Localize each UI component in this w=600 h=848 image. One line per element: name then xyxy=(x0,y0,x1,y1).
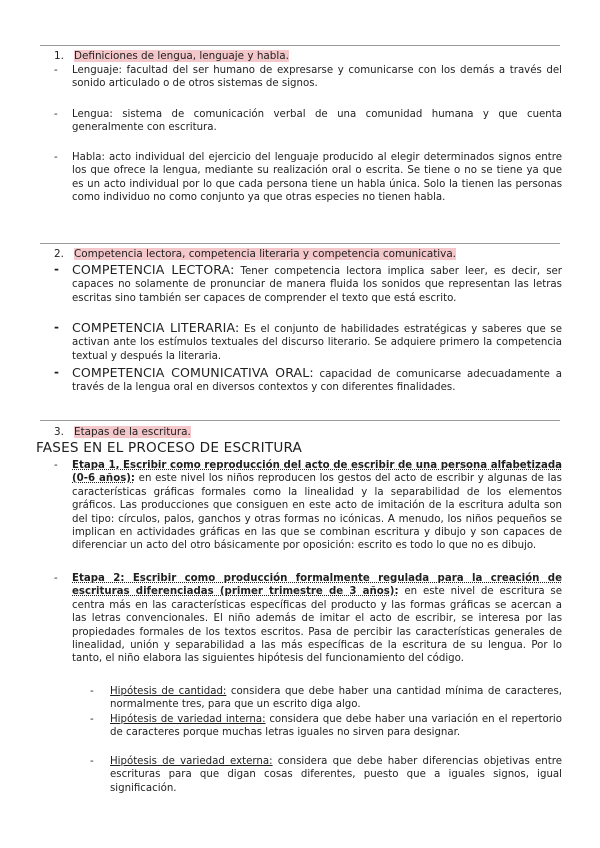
section-number: 1. xyxy=(54,50,64,62)
list-item xyxy=(54,263,562,305)
list-item xyxy=(54,64,562,91)
hypothesis-text xyxy=(110,685,562,712)
bullet-dash: - xyxy=(54,262,59,276)
hypothesis-label: Hipótesis de cantidad: xyxy=(110,686,227,697)
bullet-dash: - xyxy=(90,756,94,767)
list-item-text xyxy=(72,366,562,395)
list-item-text: Lenguaje: facultad del ser humano de expresarse y comunicarse con los demás a través del sonido articulado o de otros sistemas de signos. xyxy=(72,65,562,90)
term-definition: Tener competencia lectora implica saber leer, es decir, ser capaces no solamente de pronunciar de manera fluida los sonidos que representan las letras escritas sino también ser capaces de comprender el texto que está escrito. xyxy=(72,266,562,304)
stage-label: Etapa 2: Escribir como producción formalmente regulada para la creación de escrituras diferenciadas (primer trimestre de 3 años): xyxy=(72,573,562,598)
section-number: 2. xyxy=(54,248,64,260)
term-definition: Es el conjunto de habilidades estratégicas y saberes que se activan ante los estímulos textuales del discurso literario. Se adquiere primero la competencia textual y después la literaria. xyxy=(72,324,562,362)
bullet-dash: - xyxy=(54,109,58,120)
section-title: Competencia lectora, competencia literaria y competencia comunicativa. xyxy=(74,248,456,260)
bullet-dash: - xyxy=(54,320,59,334)
section-heading xyxy=(54,248,456,261)
divider-rule xyxy=(40,243,560,244)
list-item xyxy=(54,108,562,135)
hypothesis-item xyxy=(90,685,562,712)
section-number: 3. xyxy=(54,426,64,438)
hypothesis-description: considera que debe haber una variación en el repertorio de caracteres porque muchas letras iguales no sirven para designar. xyxy=(110,714,562,739)
section-heading xyxy=(54,426,191,439)
stage-item xyxy=(54,459,562,553)
list-item-text xyxy=(72,263,562,305)
divider-rule xyxy=(40,420,560,421)
term-label: COMPETENCIA LITERARIA: xyxy=(72,320,240,335)
hypothesis-label: Hipótesis de variedad externa: xyxy=(110,756,273,767)
section-heading xyxy=(54,50,289,63)
term-label: COMPETENCIA LECTORA: xyxy=(72,262,235,277)
list-item xyxy=(54,366,562,395)
bullet-dash: - xyxy=(54,460,58,471)
subsection-title: FASES EN EL PROCESO DE ESCRITURA xyxy=(36,440,303,456)
term-definition: capacidad de comunicarse adecuadamente a través de la lengua oral en diversos contextos y con diferentes finalidades. xyxy=(72,369,562,394)
stage-item xyxy=(54,572,562,666)
section-title: Definiciones de lengua, lenguaje y habla. xyxy=(74,50,289,62)
divider-rule xyxy=(40,45,560,46)
list-item-text: Habla: acto individual del ejercicio del lenguaje producido al elegir determinados signos entre los que ofrece la lengua, mediante su realización oral o escrita. Se tiene o no se tiene ya que es un acto individual por lo que cada persona tiene un habla única. Solo la tienen las personas como individuo no como conjunto ya que otras especies no tienen habla. xyxy=(72,152,562,204)
bullet-dash: - xyxy=(90,686,94,697)
bullet-dash: - xyxy=(90,714,94,725)
hypothesis-description: considera que debe haber una cantidad mínima de caracteres, normalmente tres, para que un escrito diga algo. xyxy=(110,686,562,711)
hypothesis-text xyxy=(110,755,562,795)
bullet-dash: - xyxy=(54,152,58,163)
hypothesis-description: considera que debe haber diferencias objetivas entre escrituras para que digan cosas diferentes, puesto que a iguales signos, igual significación. xyxy=(110,756,562,794)
list-item-text xyxy=(72,321,562,363)
stage-description: en este nivel de escritura se centra más en las características específicas del producto y las formas gráficas se acercan a las letras convencionales. El niño además de imitar el acto de escribir, se interesa por las propiedades formales de los textos escritos. Pasa de percibir las características generales de linealidad, unión y separabilidad a las más específicas de la escritura de su lengua. Por lo tanto, el niño elabora las siguientes hipótesis del funcionamiento del código. xyxy=(72,586,563,665)
stage-description: en este nivel los niños reproducen los gestos del acto de escribir y algunas de las características gráficas formales como la linealidad y la separabilidad de los elementos gráficos. Las producciones que consiguen en este acto de imitación de la escritura adulta son del tipo: círculos, palos, ganchos y otras formas no icónicas. A menudo, los niños pequeños se implican en actividades gráficas en las que se combinan escritura y dibujo y son capaces de diferenciar un acto del otro básicamente por oposición: escrito es todo lo que no es dibujo. xyxy=(72,473,562,552)
list-item-text: Lengua: sistema de comunicación verbal de una comunidad humana y que cuenta generalmente con escritura. xyxy=(72,109,562,134)
stage-text xyxy=(72,459,562,553)
term-label: COMPETENCIA COMUNICATIVA ORAL: xyxy=(72,365,314,380)
hypothesis-text xyxy=(110,713,562,740)
list-item xyxy=(54,151,562,205)
stage-text xyxy=(72,572,562,666)
stage-label: Etapa 1, Escribir como reproducción del acto de escribir de una persona alfabetizada (0-6 años): xyxy=(72,460,562,485)
hypothesis-label: Hipótesis de variedad interna: xyxy=(110,714,266,725)
bullet-dash: - xyxy=(54,65,58,76)
bullet-dash: - xyxy=(54,573,58,584)
hypothesis-item xyxy=(90,713,562,740)
section-title: Etapas de la escritura. xyxy=(74,426,191,438)
list-item xyxy=(54,321,562,363)
bullet-dash: - xyxy=(54,365,59,379)
hypothesis-item xyxy=(90,755,562,795)
